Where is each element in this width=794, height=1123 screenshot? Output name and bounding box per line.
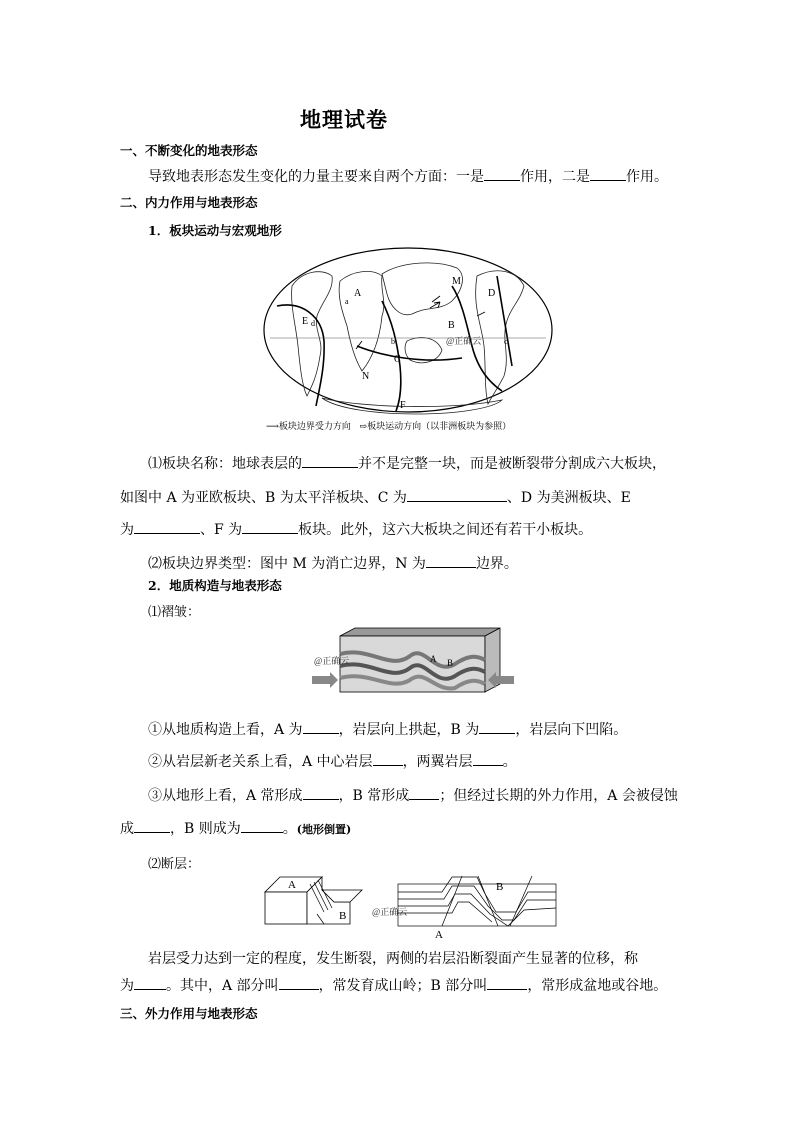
text: 成 — [120, 821, 134, 837]
fold-top-surface — [340, 628, 500, 636]
text: ；但经过长期的外力作用，A 会被侵蚀 — [439, 788, 678, 804]
map-label-a-small: a — [345, 297, 349, 306]
text: 并不是完整一块，而是被断裂带分割成六大板块， — [358, 456, 666, 472]
fold-label: ⑴褶皱： — [148, 605, 201, 620]
subsection-2-heading: 2．地质构造与地表形态 — [148, 578, 282, 593]
text: 板块。此外，这六大板块之间还有若干小板块。 — [298, 522, 593, 538]
blank — [303, 721, 339, 734]
terrain-inversion-note: (地形倒置) — [296, 823, 352, 836]
legend-arrow-icon: ⇨ — [359, 422, 368, 432]
subsection-1-heading: 1．板块运动与宏观地形 — [148, 223, 282, 238]
continent-outlines — [292, 263, 524, 414]
fold-q1 — [148, 719, 627, 739]
text: 。 — [502, 754, 517, 770]
text: 。其中，A 部分叫 — [166, 978, 279, 994]
text: ，B 则成为 — [170, 821, 241, 837]
plate-map-figure — [262, 246, 558, 436]
text: 为 — [120, 978, 134, 994]
section-1-paragraph — [148, 166, 668, 186]
blank — [487, 977, 527, 990]
map-label-n: N — [362, 371, 370, 382]
blank — [409, 787, 439, 800]
legend-item-movement: 板块运动方向（以非洲板块为参照） — [367, 422, 512, 432]
map-label-m: M — [452, 276, 461, 287]
text: ①从地质构造上看，A 为 — [148, 722, 303, 738]
q1-line-2 — [120, 487, 631, 507]
text: ，岩层向下凹陷。 — [515, 722, 628, 738]
section-3-heading: 三、外力作用与地表形态 — [120, 1006, 258, 1021]
text: ，B 常形成 — [338, 788, 410, 804]
text: ⑴板块名称：地球表层的 — [148, 456, 302, 472]
fold-q4 — [120, 818, 351, 838]
blank — [134, 521, 200, 534]
map-watermark: @正确云 — [446, 336, 482, 346]
text: 、F 为 — [200, 522, 243, 538]
map-legend — [266, 419, 511, 432]
text: 边界。 — [475, 556, 518, 572]
map-label-b: B — [448, 320, 455, 331]
page-title: 地理试卷 — [300, 107, 388, 132]
blank — [426, 555, 476, 568]
map-label-d: D — [488, 288, 496, 299]
blank — [479, 721, 515, 734]
blank — [407, 489, 507, 502]
map-label-d-small: d — [311, 319, 315, 328]
fault-label: ⑵断层： — [148, 857, 201, 872]
text: 。 — [282, 821, 297, 837]
fold-watermark: @正确云 — [314, 656, 350, 666]
fault-block — [265, 877, 362, 924]
q1-line-1 — [148, 453, 666, 473]
blank — [134, 820, 170, 833]
fault-section — [398, 876, 556, 926]
map-label-e: E — [302, 316, 309, 327]
fault-section-label-b: B — [496, 881, 504, 893]
text: ⑵板块边界类型：图中 M 为消亡边界，N 为 — [148, 556, 426, 572]
text: 导致地表形态发生变化的力量主要来自两个方面：一是 — [148, 169, 484, 185]
blank — [302, 455, 358, 468]
fault-section-label-a: A — [435, 929, 443, 941]
blank — [473, 753, 503, 766]
text: 作用，二是 — [520, 169, 590, 185]
blank — [303, 787, 339, 800]
text: ③从地形上看，A 常形成 — [148, 788, 303, 804]
section-1-heading: 一、不断变化的地表形态 — [120, 143, 258, 158]
map-label-c: C — [394, 354, 401, 365]
text: ，岩层向上拱起，B 为 — [338, 722, 480, 738]
blank — [484, 168, 520, 181]
fault-watermark: @正确云 — [372, 907, 408, 917]
blank — [279, 977, 319, 990]
fault-label-a: A — [288, 879, 296, 891]
fold-pressure-arrow-left — [312, 672, 338, 688]
map-label-a: A — [354, 288, 362, 299]
text: ，常形成盆地或谷地。 — [527, 978, 668, 994]
fold-label-b: B — [447, 658, 454, 668]
text: ②从岩层新老关系上看，A 中心岩层 — [148, 754, 373, 770]
text: 如图中 A 为亚欧板块、B 为太平洋板块、C 为 — [120, 490, 407, 506]
legend-line-icon: ⟶ — [266, 422, 279, 432]
text: 、D 为美洲板块、E — [506, 490, 631, 506]
text: 作用。 — [626, 169, 668, 185]
blank — [241, 820, 283, 833]
map-label-b-small: b — [391, 337, 395, 346]
map-label-f: F — [400, 400, 406, 411]
fold-q3 — [148, 785, 678, 805]
fault-diagram — [262, 872, 562, 942]
fold-label-a: A — [430, 654, 437, 664]
blank — [242, 521, 298, 534]
legend-item-boundary: 板块边界受力方向 — [278, 422, 351, 432]
blank — [134, 977, 166, 990]
fault-label-b: B — [339, 910, 347, 922]
text: ，常发育成山岭；B 部分叫 — [318, 978, 488, 994]
fault-text-1: 岩层受力达到一定的程度，发生断裂，两侧的岩层沿断裂面产生显著的位移，称 — [148, 951, 638, 967]
q2-line — [148, 553, 518, 573]
fold-q2 — [148, 751, 517, 771]
section-2-heading: 二、内力作用与地表形态 — [120, 195, 258, 210]
q1-line-3 — [120, 519, 592, 539]
blank — [373, 753, 403, 766]
text: ，两翼岩层 — [402, 754, 473, 770]
fold-diagram — [310, 626, 516, 696]
text: 为 — [120, 522, 134, 538]
fault-text-2 — [120, 975, 667, 995]
map-label-c-small: c — [504, 337, 508, 346]
blank — [590, 168, 626, 181]
